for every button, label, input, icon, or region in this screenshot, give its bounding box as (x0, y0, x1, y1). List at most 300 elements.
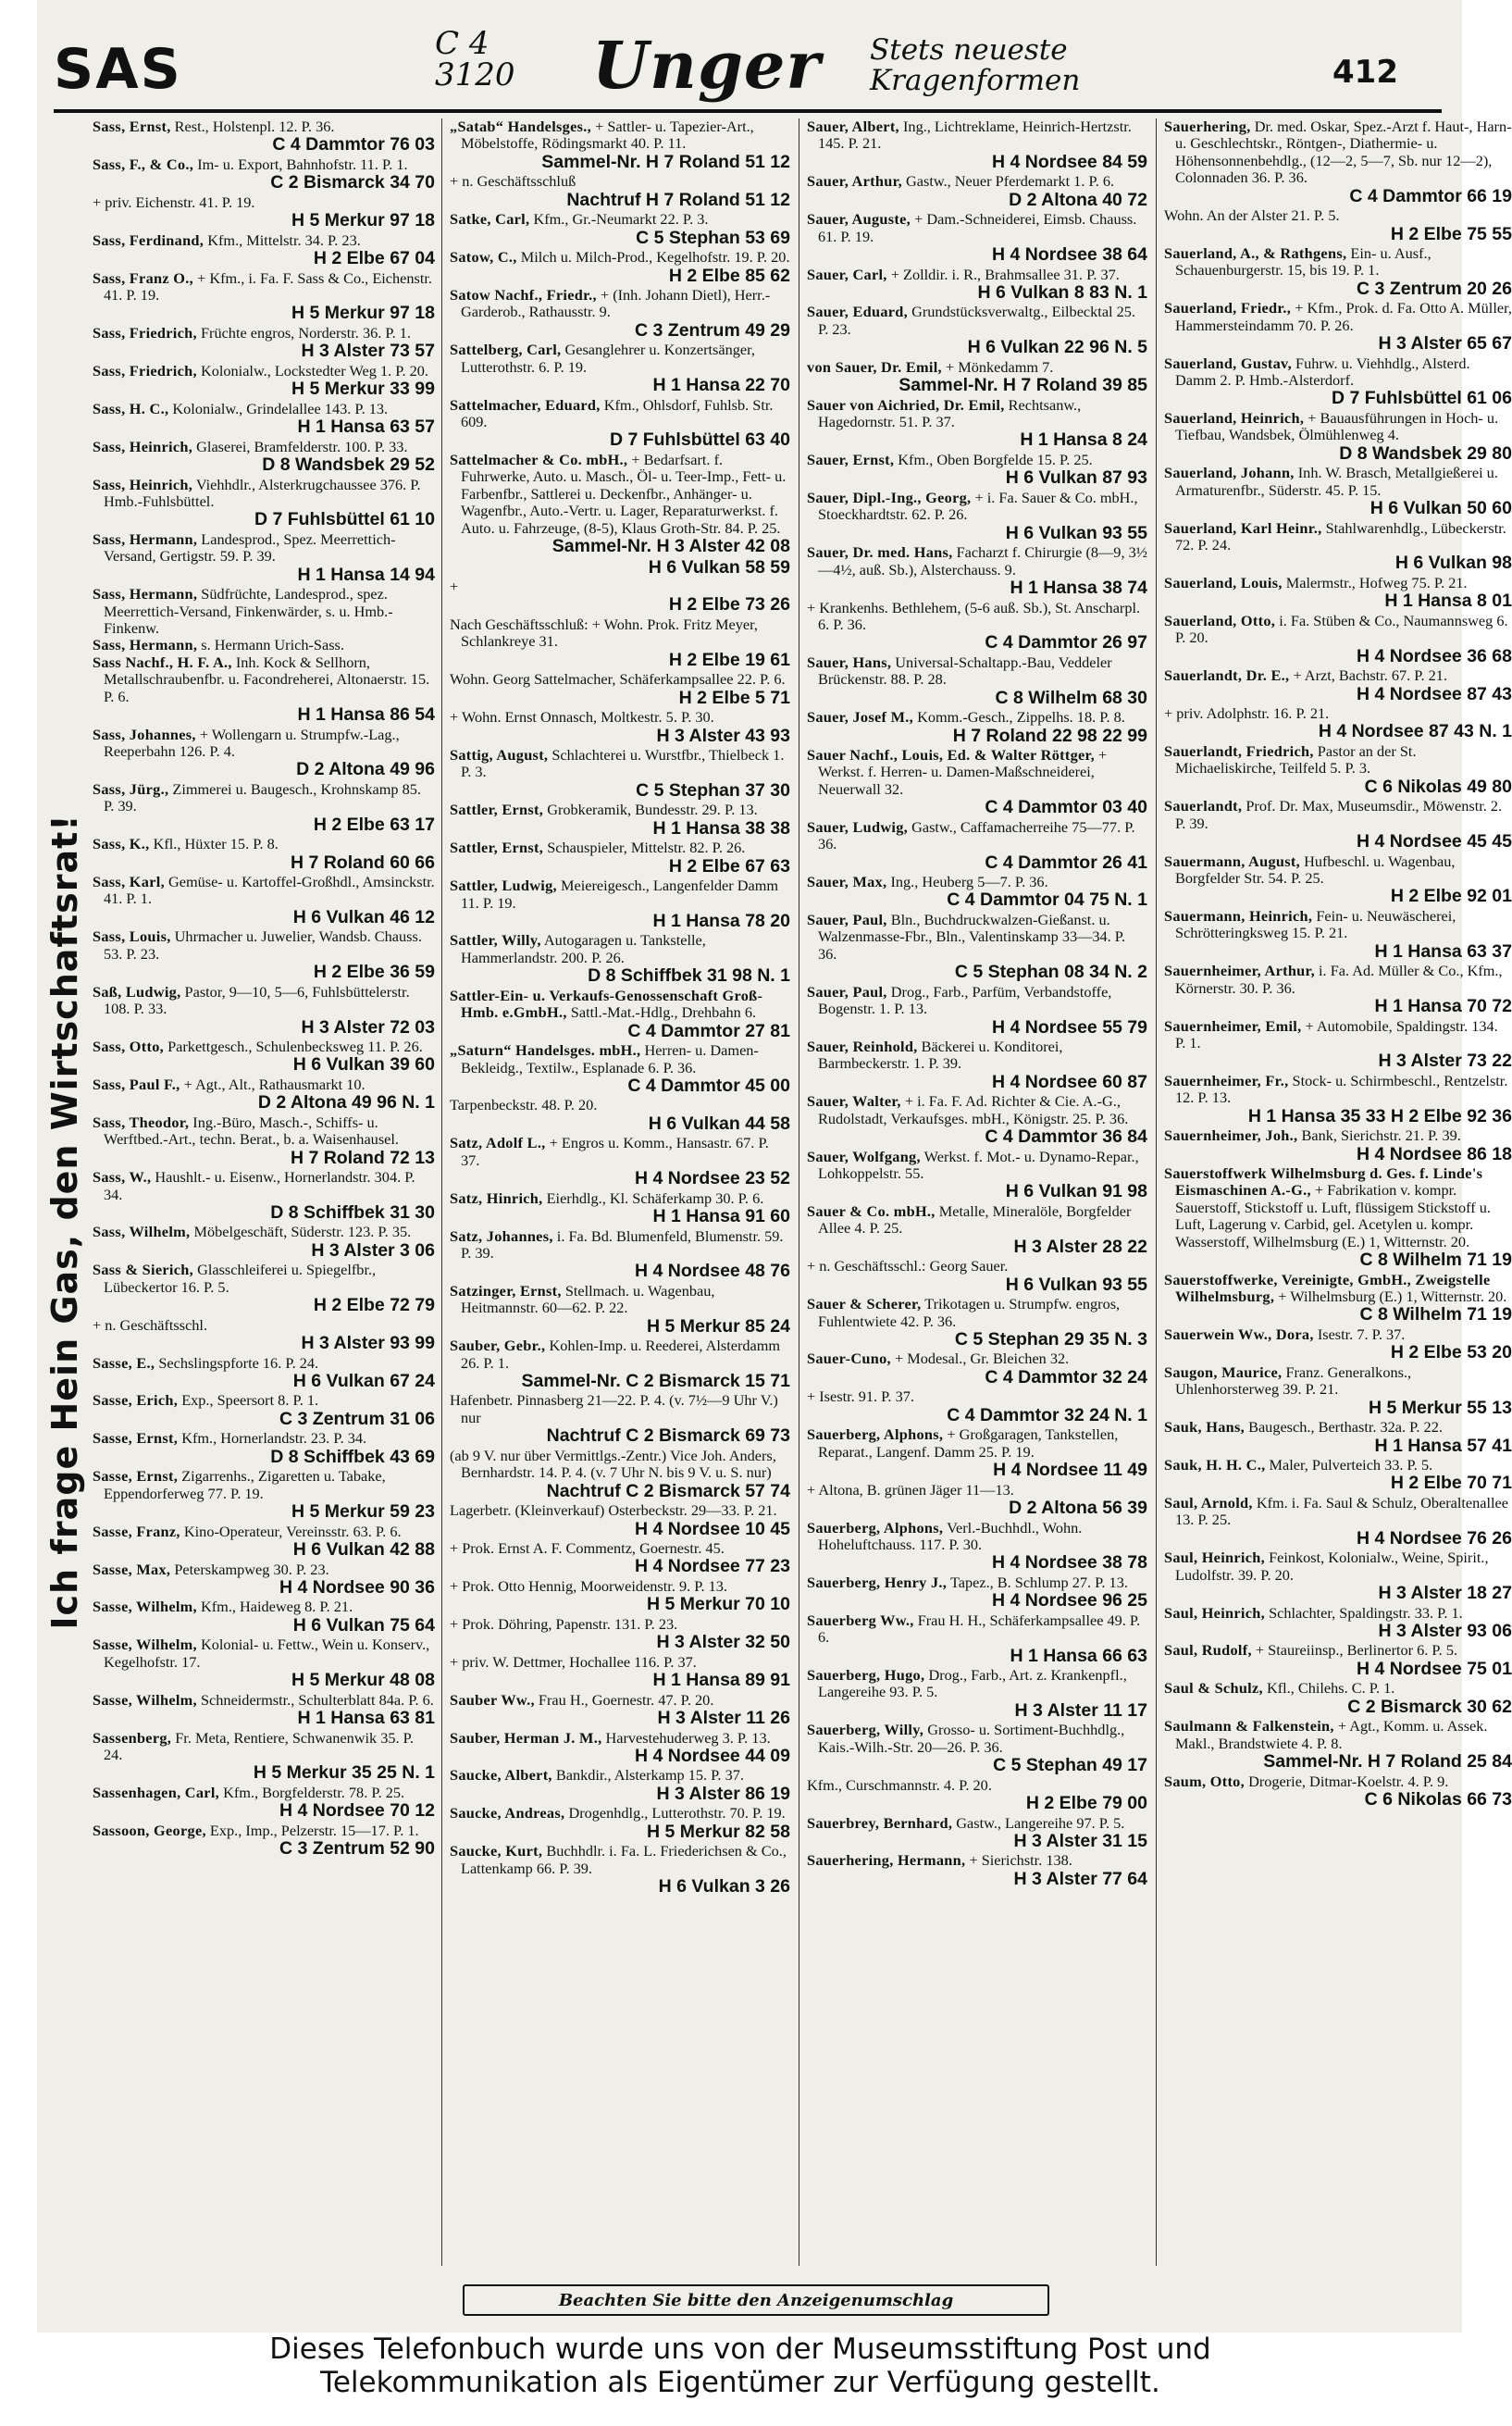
entry-phone: C 8 Wilhelm 71 19 (1359, 1250, 1512, 1271)
listing-entry (93, 325, 435, 362)
entry-text: Bln., Buchdruckwalzen-Gießanst. u. Walzenmasse-Fbr., Bln., Valentinskamp 33—34. P. 36. (818, 910, 1126, 963)
entry-name: Satow Nachf., Friedr., (450, 286, 597, 305)
entry-text: i. Fa. Stüben & Co., Naumannsweg 6. P. 20. (1175, 611, 1508, 647)
entry-phone: H 3 Alster 65 67 (1378, 333, 1512, 355)
entry-text: + n. Geschäftsschluß (450, 172, 576, 191)
entry-text: + priv. W. Dettmer, Hochallee 116. P. 37. (450, 1652, 697, 1671)
entry-text: Kfm., Borgfelderstr. 78. P. 25. (223, 1783, 405, 1801)
listing-entry (1164, 743, 1512, 797)
entry-description (1164, 743, 1512, 778)
entry-text: Sechslingspforte 16. P. 24. (158, 1353, 319, 1372)
entry-text: Tapez., B. Schlump 27. P. 13. (949, 1573, 1128, 1591)
listing-entry (450, 877, 790, 931)
listing-entry (807, 1426, 1147, 1480)
entry-description (93, 1692, 435, 1709)
entry-text: Rechtsanw., Hagedornstr. 51. P. 37. (818, 395, 1082, 431)
listing-entry (450, 802, 790, 839)
entry-name: Sattelberg, Carl, (450, 341, 562, 359)
entry-text: Milch u. Milch-Prod., Kegelhofstr. 19. P. 20. (520, 248, 790, 267)
entry-phone: H 6 Vulkan 93 55 (1005, 522, 1147, 543)
entry-phone: C 2 Bismarck 30 62 (1347, 1696, 1512, 1717)
entry-description (93, 477, 435, 511)
entry-description (93, 1262, 435, 1296)
entry-text: Bank, Sierichstr. 21. P. 39. (1301, 1126, 1461, 1145)
entry-text: + Automobile, Spaldingstr. 134. P. 1. (1175, 1016, 1498, 1051)
listing-entry (807, 118, 1147, 172)
listing-entry (1164, 245, 1512, 299)
entry-phone: H 4 Nordsee 11 49 (993, 1460, 1147, 1481)
entry-name: Sauerland, Gustav, (1164, 354, 1292, 372)
entry-description (450, 709, 790, 726)
listing-entry (807, 304, 1147, 357)
entry-phone: C 4 Dammtor 36 84 (985, 1126, 1147, 1148)
entry-text: + Zolldir. i. R., Brahmsallee 31. P. 37. (890, 265, 1120, 283)
entry-name: Satz, Hinrich, (450, 1188, 543, 1207)
entry-description (93, 1355, 435, 1372)
entry-text: Universal-Schaltapp.-Bau, Veddeler Brückenstr. 88. P. 28. (818, 653, 1112, 689)
entry-name: Sauer, Eduard, (807, 303, 909, 321)
entry-description (807, 1388, 1147, 1405)
entry-description (1164, 1773, 1512, 1790)
entry-description (1164, 1165, 1512, 1250)
entry-phone: C 4 Dammtor 26 97 (985, 632, 1147, 653)
listing-entry (807, 544, 1147, 598)
entry-text: Wohn. Georg Sattelmacher, Schäferkampsallee 22. P. 6. (450, 670, 786, 689)
entry-description (93, 1599, 435, 1615)
listing-entry (807, 984, 1147, 1038)
entry-phone: H 1 Hansa 63 57 (297, 417, 435, 438)
entry-description (1164, 1642, 1512, 1659)
entry-name: Sasse, Wilhelm, (93, 1636, 197, 1654)
entry-name: Sauer, Carl, (807, 265, 887, 283)
entry-description (1164, 613, 1512, 647)
entry-description (1164, 575, 1512, 591)
entry-phone: H 3 Alster 72 03 (301, 1016, 435, 1038)
entry-phone: C 5 Stephan 53 69 (636, 227, 790, 248)
entry-phone: C 5 Stephan 29 35 N. 3 (954, 1328, 1147, 1350)
entry-name: Sauerberg, Willy, (807, 1721, 924, 1739)
entry-name: Sauer, Josef M., (807, 708, 913, 727)
listing-entry (807, 1482, 1147, 1519)
entry-phone: H 1 Hansa 70 72 (1374, 996, 1512, 1016)
listing-entry (807, 1815, 1147, 1852)
entry-text: Frau H. H., Schäferkampsallee 49. P. 6. (818, 1611, 1141, 1647)
entry-name: Sass, Hermann, (93, 585, 198, 603)
listing-entry (450, 1540, 790, 1577)
entry-name: Saul, Arnold, (1164, 1493, 1253, 1512)
entry-description (93, 1823, 435, 1839)
entry-phone: H 1 Hansa 63 81 (297, 1708, 435, 1729)
entry-phone: D 2 Altona 40 72 (1009, 189, 1147, 210)
entry-text: Grundstücksverwaltg., Eilbecktal 25. P. 23. (818, 303, 1135, 338)
entry-phone: H 1 Hansa 35 33 H 2 Elbe 92 36 (1247, 1105, 1512, 1126)
entry-text: Kfm., Oben Borgfelde 15. P. 25. (898, 450, 1093, 468)
listing-entry (1164, 705, 1512, 742)
listing-entry (450, 579, 790, 616)
entry-description (807, 118, 1147, 153)
listing-entry (450, 709, 790, 746)
entry-name: Sauer, Paul, (807, 982, 887, 1001)
entry-text: Kfm., Hornerlandstr. 23. P. 34. (181, 1429, 367, 1448)
entry-text: Meiereigesch., Langenfelder Damm 11. P. 19. (461, 877, 779, 912)
entry-phone: H 3 Alster 43 93 (656, 725, 790, 746)
entry-name: Sauer, Reinhold, (807, 1038, 918, 1055)
entry-description (450, 747, 790, 781)
listing-entry (93, 1524, 435, 1561)
entry-text: + Sierichstr. 138. (969, 1851, 1072, 1870)
listing-entry (807, 359, 1147, 396)
entry-text: Ing.-Büro, Masch.-, Schiffs- u. Werftbed.-Art., techn. Berat., b. a. Waisenhausel. (104, 1113, 399, 1149)
entry-description (807, 1852, 1147, 1869)
entry-phone: H 7 Roland 60 66 (290, 852, 435, 873)
listing-entry (1164, 1073, 1512, 1126)
entry-description (450, 988, 790, 1022)
listing-entry (450, 988, 790, 1041)
entry-description (450, 1767, 790, 1784)
entry-text: Uhrmacher u. Juwelier, Wandsb. Chauss. 53. P. 23. (104, 927, 422, 963)
entry-name: Satzinger, Ernst, (450, 1281, 562, 1300)
entry-phone: C 6 Nikolas 49 80 (1364, 776, 1512, 797)
listing-entry (93, 1730, 435, 1784)
listing-entry (93, 1169, 435, 1223)
entry-name: Sass, W., (93, 1168, 152, 1187)
entry-description (93, 1076, 435, 1093)
listing-entry (807, 452, 1147, 489)
entry-description (450, 397, 790, 431)
listing-entry (93, 928, 435, 982)
entry-text: Schlachter, Spaldingstr. 33. P. 1. (1269, 1603, 1463, 1622)
entry-name: Sattler, Ludwig, (450, 877, 557, 895)
entry-phone: H 2 Elbe 36 59 (313, 962, 435, 983)
entry-name: Sauer, Wolfgang, (807, 1147, 921, 1165)
entry-phone: H 1 Hansa 57 41 (1374, 1435, 1512, 1456)
entry-phone: H 1 Hansa 38 74 (1010, 578, 1147, 598)
entry-name: Sauerland, Otto, (1164, 611, 1276, 629)
entry-phone: C 4 Dammtor 66 19 (1349, 185, 1512, 206)
listing-entry (93, 586, 435, 637)
entry-text: Pastor, 9—10, 5—6, Fuhlsbüttelerstr. 108. P. 33. (104, 982, 410, 1018)
entry-phone: C 4 Dammtor 32 24 N. 1 (947, 1404, 1147, 1425)
entry-description (93, 363, 435, 379)
entry-description (450, 1097, 790, 1113)
entry-phone: H 6 Vulkan 42 88 (292, 1539, 435, 1560)
advert-code-line2: 3120 (435, 56, 515, 93)
entry-text: Schauspieler, Mittelstr. 82. P. 26. (547, 839, 746, 857)
entry-text: + Modesal., Gr. Bleichen 32. (894, 1350, 1070, 1368)
entry-text: Früchte engros, Norderstr. 36. P. 1. (200, 323, 411, 342)
page-number: 412 (1332, 54, 1398, 91)
entry-text: Inh. W. Brasch, Metallgießerei u. Armaturenfbr., Süderstr. 45. P. 15. (1175, 464, 1498, 499)
entry-text: Harvestehuderweg 3. P. 13. (605, 1728, 771, 1747)
entry-description (1164, 1680, 1512, 1697)
entry-phone: H 4 Nordsee 87 43 N. 1 (1318, 721, 1512, 742)
entry-description (807, 654, 1147, 689)
entry-name: Sauer, Dr. med. Hans, (807, 543, 953, 562)
entry-text: Exp., Speersort 8. P. 1. (181, 1391, 319, 1410)
entry-description (93, 1224, 435, 1240)
entry-text: + Großgaragen, Tankstellen, Reparat., Langenf. Damm 25. P. 19. (818, 1425, 1119, 1461)
entry-text: Komm.-Gesch., Zippelhs. 18. P. 8. (917, 708, 1125, 727)
listing-columns (93, 118, 1512, 2275)
listing-entry (93, 654, 435, 726)
entry-name: Sauerland, Heinrich, (1164, 408, 1305, 427)
listing-entry (807, 819, 1147, 873)
entry-text: Wohn. An der Alster 21. P. 5. (1164, 206, 1340, 225)
listing-entry (93, 270, 435, 324)
entry-name: Sattler, Ernst, (450, 801, 544, 819)
entry-name: Sauerlandt, (1164, 797, 1243, 815)
entry-name: Sauerwein Ww., Dora, (1164, 1325, 1314, 1343)
entry-name: „Satab“ Handelsges., (450, 118, 592, 135)
credit-line-1: Dieses Telefonbuch wurde uns von der Museumsstiftung Post und (269, 2333, 1211, 2366)
entry-description (1164, 1073, 1512, 1107)
entry-phone: H 4 Nordsee 48 76 (634, 1261, 790, 1282)
entry-text: + Kfm., Prok. d. Fa. Otto A. Müller, Hammersteindamm 70. P. 26. (1175, 299, 1512, 334)
listing-entry (450, 932, 790, 986)
entry-text: Grobkeramik, Bundesstr. 29. P. 13. (547, 801, 758, 819)
listing-column-3 (807, 118, 1147, 2275)
entry-phone: H 6 Vulkan 3 26 (658, 1876, 790, 1897)
listing-entry (450, 1228, 790, 1282)
listing-entry (93, 439, 435, 476)
entry-name: Sauerland, Friedr., (1164, 299, 1292, 317)
entry-phone: H 6 Vulkan 46 12 (292, 906, 435, 927)
entry-phone: H 2 Elbe 67 63 (668, 855, 790, 877)
section-heading: SAS (54, 37, 182, 102)
entry-text: Exp., Imp., Pelzerstr. 15—17. P. 1. (209, 1821, 419, 1839)
listing-entry (807, 1388, 1147, 1425)
entry-phone: H 1 Hansa 38 38 (652, 817, 790, 839)
entry-phone: H 4 Nordsee 38 78 (991, 1552, 1147, 1574)
entry-text: Buchhdlr. i. Fa. L. Friederichsen & Co., Lattenkamp 66. P. 39. (461, 1842, 787, 1877)
entry-name: Sattelmacher, Eduard, (450, 395, 601, 414)
entry-phone: H 6 Vulkan 58 59 (648, 556, 790, 578)
entry-phone: H 6 Vulkan 91 98 (1005, 1181, 1147, 1202)
entry-name: Sauerland, Karl Heinr., (1164, 518, 1322, 537)
entry-name: Satke, Carl, (450, 210, 530, 229)
entry-name: Sauer & Scherer, (807, 1295, 922, 1313)
side-advert (37, 0, 93, 2333)
entry-text: Pastor an der St. Michaeliskirche, Teilfeld 5. P. 3. (1175, 741, 1417, 778)
entry-text: Lagerbetr. (Kleinverkauf) Osterbeckstr. 29—33. P. 21. (450, 1501, 777, 1520)
entry-phone: Sammel-Nr. H 7 Roland 51 12 (541, 151, 790, 172)
credit-line-2: Telekommunikation als Eigentümer zur Verfügung gestellt. (320, 2366, 1160, 2399)
entry-text: + Prok. Döhring, Papenstr. 131. P. 23. (450, 1614, 678, 1633)
listing-entry (1164, 1364, 1512, 1418)
listing-entry (807, 1722, 1147, 1775)
entry-description (807, 1612, 1147, 1647)
entry-phone: H 3 Alster 86 19 (656, 1783, 790, 1804)
entry-name: Sauerberg, Alphons, (807, 1518, 944, 1536)
listing-entry (93, 363, 435, 400)
entry-name: Sauerhering, Hermann, (807, 1851, 966, 1870)
entry-description (450, 1228, 790, 1263)
entry-description (807, 747, 1147, 798)
entry-text: + Kfm., i. Fa. F. Sass & Co., Eichenstr. 41. P. 19. (104, 268, 432, 305)
listing-column-1 (93, 118, 435, 2275)
entry-description (807, 304, 1147, 338)
entry-text: Facharzt f. Chirurgie (8—9, 3½—4½, auß. Sb.), Alsterchauss. 9. (818, 543, 1147, 579)
entry-phone: H 3 Alster 93 99 (301, 1333, 435, 1354)
listing-entry (93, 1355, 435, 1392)
listing-entry (807, 1350, 1147, 1387)
entry-phone: H 1 Hansa 63 37 (1374, 940, 1512, 962)
entry-text: Peterskampweg 30. P. 23. (174, 1560, 329, 1578)
entry-phone: Sammel-Nr. C 2 Bismarck 15 71 (521, 1370, 790, 1391)
listing-entry (1164, 300, 1512, 354)
entry-text: + Engros u. Komm., Hansastr. 67. P. 37. (461, 1134, 769, 1169)
entry-phone: C 4 Dammtor 04 75 N. 1 (947, 890, 1147, 911)
entry-name: Sass, Franz O., (93, 268, 193, 287)
entry-phone: H 3 Alster 28 22 (1013, 1236, 1147, 1257)
entry-phone: C 4 Dammtor 45 00 (627, 1075, 790, 1096)
entry-description (807, 1574, 1147, 1591)
listing-column-4 (1164, 118, 1512, 2275)
listing-entry (807, 1093, 1147, 1147)
entry-phone: H 3 Alster 73 22 (1378, 1051, 1512, 1072)
entry-name: Sass, Wilhelm, (93, 1223, 191, 1241)
entry-phone: C 4 Dammtor 76 03 (272, 134, 435, 156)
entry-description (807, 1258, 1147, 1275)
entry-description (93, 325, 435, 342)
entry-description (807, 359, 1147, 376)
entry-description (93, 836, 435, 852)
entry-phone: H 5 Merkur 33 99 (291, 379, 435, 400)
entry-description (450, 1190, 790, 1207)
listing-entry (807, 1574, 1147, 1611)
entry-text: Hafenbetr. Pinnasberg 21—22. P. 4. (v. 7½—9 Uhr V.) nur (450, 1391, 778, 1426)
entry-description (1164, 1495, 1512, 1529)
entry-description (1164, 300, 1512, 334)
entry-text: Ing., Lichtreklame, Heinrich-Hertzstr. 145. P. 21. (818, 118, 1132, 153)
entry-text: Bäckerei u. Konditorei, Barmbeckerstr. 1. P. 39. (818, 1038, 1063, 1073)
entry-phone: H 2 Elbe 85 62 (668, 265, 790, 286)
entry-phone: H 4 Nordsee 38 64 (991, 244, 1147, 266)
entry-description (450, 1283, 790, 1317)
listing-entry (1164, 1326, 1512, 1363)
entry-name: Sauermann, August, (1164, 852, 1300, 870)
entry-description (807, 1482, 1147, 1499)
listing-entry (807, 747, 1147, 818)
entry-name: Sass, Hermann, (93, 636, 198, 654)
entry-name: Sasse, Max, (93, 1560, 171, 1578)
entry-text: s. Hermann Urich-Sass. (201, 636, 344, 654)
listing-entry (450, 1337, 790, 1391)
entry-name: Sauer, Auguste, (807, 210, 911, 229)
entry-text: Rest., Holstenpl. 12. P. 36. (174, 118, 335, 135)
listing-entry (450, 1042, 790, 1096)
entry-text: Fein- u. Neuwäscherei, Schrötteringksweg 15. P. 21. (1175, 906, 1456, 942)
entry-text: Kolonialw., Grindelallee 143. P. 13. (172, 399, 389, 417)
listing-entry (450, 1097, 790, 1134)
entry-description (450, 802, 790, 818)
entry-name: Sattelmacher & Co. mbH., (450, 450, 628, 468)
entry-text: Kfm., Mittelstr. 34. P. 23. (207, 230, 361, 249)
listing-entry (1164, 1127, 1512, 1164)
entry-phone: H 3 Alster 77 64 (1013, 1868, 1147, 1889)
entry-name: Saß, Ludwig, (93, 982, 181, 1001)
entry-text: Gastw., Neuer Pferdemarkt 1. P. 6. (906, 172, 1115, 191)
advert-brand: Unger (592, 27, 822, 104)
listing-entry (450, 747, 790, 801)
entry-text: + Staureiinsp., Berlinertor 6. P. 5. (1255, 1641, 1458, 1660)
listing-entry (1164, 667, 1512, 704)
advert-notice-text: Beachten Sie bitte den Anzeigenumschlag (558, 2290, 954, 2310)
entry-name: Sauer von Aichried, Dr. Emil, (807, 395, 1005, 414)
entry-text: Kfm., Gr.-Neumarkt 22. P. 3. (533, 210, 709, 229)
listing-entry (807, 267, 1147, 304)
entry-text: Parkettgesch., Schulenbecksweg 11. P. 26. (167, 1038, 423, 1055)
entry-name: Sauk, H. H. C., (1164, 1456, 1266, 1474)
entry-text: + n. Geschäftsschl. (93, 1315, 208, 1334)
entry-description (1164, 1419, 1512, 1436)
entry-description (1164, 245, 1512, 280)
listing-entry (450, 1730, 790, 1767)
entry-phone: H 4 Nordsee 75 01 (1356, 1658, 1512, 1679)
entry-text: + Prok. Otto Hennig, Moorweidenstr. 9. P. 13. (450, 1576, 727, 1595)
entry-name: Sass Nachf., H. F. A., (93, 653, 232, 671)
entry-description (450, 1448, 790, 1482)
entry-phone: H 6 Vulkan 44 58 (648, 1113, 790, 1134)
listing-entry (807, 1667, 1147, 1721)
entry-text: Tarpenbeckstr. 48. P. 20. (450, 1096, 598, 1114)
entry-text: + Krankenhs. Bethlehem, (5-6 auß. Sb.), St. Anscharpl. 6. P. 36. (807, 598, 1141, 633)
entry-phone: D 2 Altona 56 39 (1009, 1498, 1147, 1518)
entry-description (93, 781, 435, 815)
listing-entry (93, 477, 435, 530)
listing-entry (807, 1612, 1147, 1666)
entry-phone: H 4 Nordsee 96 25 (991, 1590, 1147, 1611)
entry-text: Frau H., Goernestr. 47. P. 20. (538, 1690, 714, 1709)
listing-entry (450, 287, 790, 341)
listing-entry (1164, 207, 1512, 244)
entry-text: Ing., Heuberg 5—7. P. 36. (890, 873, 1048, 891)
entry-text: Viehhdlr., Alsterkrugchaussee 376. P. Hmb.-Fuhlsbüttel. (104, 475, 421, 510)
listing-entry (450, 1392, 790, 1446)
entry-text: Werkst. f. Mot.- u. Dynamo-Repar., Lohkoppelstr. 55. (818, 1147, 1139, 1183)
entry-text: Glaserei, Bramfelderstr. 100. P. 33. (196, 437, 408, 455)
entry-text: Kolonialw., Lockstedter Weg 1. P. 20. (200, 361, 429, 379)
entry-text: Grosso- u. Sortiment-Buchhdlg., Kais.-Wilh.-Str. 20—26. P. 36. (818, 1721, 1125, 1756)
entry-description (93, 1430, 435, 1447)
listing-entry (450, 1767, 790, 1804)
entry-text: + Prok. Ernst A. F. Commentz, Goernestr. 45. (450, 1539, 725, 1557)
entry-name: Sauerlandt, Dr. E., (1164, 666, 1290, 685)
entry-text: Möbelgeschäft, Süderstr. 123. P. 35. (193, 1223, 412, 1241)
listing-entry (807, 874, 1147, 911)
listing-entry (93, 1468, 435, 1522)
entry-phone: H 5 Merkur 97 18 (291, 210, 435, 231)
entry-name: Sauerstoffwerke, Vereinigte, GmbH., Zweigstelle Wilhelmsburg, (1164, 1270, 1491, 1305)
entry-name: Saul & Schulz, (1164, 1679, 1263, 1698)
entry-text: + Werkst. f. Herren- u. Damen-Maßschneiderei, Neuerwall 32. (818, 746, 1108, 798)
entry-description (807, 1296, 1147, 1330)
entry-description (93, 1039, 435, 1055)
entry-name: Sass, H. C., (93, 399, 169, 417)
listing-entry (807, 1149, 1147, 1202)
entry-phone: H 5 Merkur 59 23 (291, 1501, 435, 1523)
entry-text: + Agt., Alt., Rathausmarkt 10. (183, 1075, 366, 1093)
listing-entry (450, 397, 790, 451)
entry-phone: H 1 Hansa 86 54 (297, 704, 435, 726)
entry-phone: C 8 Wilhelm 71 19 (1359, 1304, 1512, 1325)
entry-description (450, 211, 790, 228)
entry-description (450, 452, 790, 537)
entry-phone: H 6 Vulkan 98 (1394, 553, 1512, 574)
entry-text: Verl.-Buchhdl., Wohn. Hoheluftchauss. 117. P. 30. (818, 1518, 1083, 1553)
entry-text: Stellmach. u. Wagenbau, Heitmannstr. 60—62. P. 22. (461, 1281, 715, 1317)
listing-entry (1164, 520, 1512, 574)
